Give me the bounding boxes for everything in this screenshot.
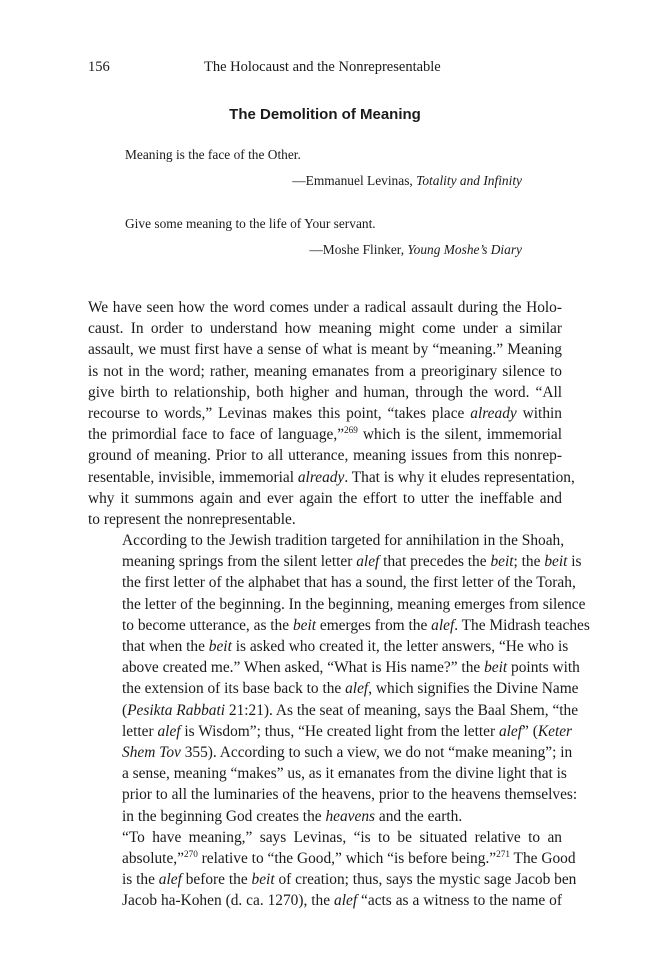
text-line <box>88 509 562 530</box>
text-run: ” ( <box>522 722 538 740</box>
text-run: Jacob ha-Kohen (d. ca. 1270), the <box>122 892 335 910</box>
text-line <box>88 848 576 869</box>
text-run: emerges from the <box>316 616 432 634</box>
epigraph-work: Totality and Infinity <box>416 173 522 188</box>
text-line <box>88 467 575 488</box>
italic-text: beit <box>544 553 568 571</box>
text-line <box>88 382 562 403</box>
epigraph-work: Young Moshe’s Diary <box>407 242 522 257</box>
text-run: above created me.” When asked, “What is His name?” the <box>122 659 485 677</box>
text-line <box>88 572 576 593</box>
epigraph-attribution <box>125 172 522 190</box>
text-run: that when the <box>122 638 209 655</box>
text-run: within <box>516 404 562 422</box>
italic-text: alef <box>431 616 455 634</box>
text-run: points with <box>507 659 580 677</box>
text-line <box>88 763 567 784</box>
text-line <box>88 806 562 827</box>
italic-text: beit <box>251 871 275 889</box>
text-line <box>88 869 577 890</box>
italic-text: alef <box>158 871 182 889</box>
italic-text: Shem Tov <box>122 743 181 761</box>
italic-text: heavens <box>325 807 376 825</box>
text-run: caust. In order to understand how meaning might come under a similar <box>88 320 562 338</box>
italic-text: already <box>470 404 517 422</box>
italic-text: alef <box>334 892 358 910</box>
paragraph <box>88 297 575 530</box>
text-run: ; the <box>513 553 545 571</box>
epigraph-quote: Meaning is the face of the Other. <box>125 147 301 162</box>
footnote-ref: 269 <box>344 425 358 435</box>
text-run: According to the Jewish tradition targeted for annihilation in the Shoah, <box>122 532 565 550</box>
text-run: “To have meaning,” says Levinas, “is to be situated relative to an <box>122 828 562 846</box>
paragraph <box>88 530 590 827</box>
running-title: The Holocaust and the Nonrepresentable <box>204 59 441 75</box>
text-line <box>88 297 562 318</box>
text-line <box>88 827 562 848</box>
epigraph-dash: — <box>309 242 323 257</box>
text-line <box>88 403 562 424</box>
text-line <box>88 488 562 509</box>
text-line <box>88 615 590 636</box>
text-run: “acts as a witness to the name of <box>357 892 563 910</box>
italic-text: beit <box>208 638 232 655</box>
text-line <box>88 424 562 445</box>
text-run: is asked who created it, the letter answers, “He who is <box>231 638 569 655</box>
text-run: to represent the nonrepresentable. <box>88 510 296 528</box>
text-run: resentable, invisible, immemorial <box>88 468 298 486</box>
text-run: relative to “the Good,” which “is before being.” <box>197 849 497 867</box>
footnote-ref: 271 <box>496 848 510 859</box>
epigraph <box>125 146 522 190</box>
text-run: 355). According to such a view, we do not “make meaning”; in <box>180 743 573 761</box>
text-line <box>88 657 580 678</box>
epigraph-quote: Give some meaning to the life of Your servant. <box>125 216 376 231</box>
epigraph-attribution <box>125 241 522 259</box>
italic-text: beit <box>484 659 508 677</box>
text-run: The Good <box>509 849 576 867</box>
text-run: the extension of its base back to the <box>122 680 346 698</box>
text-run: why it summons again and ever again the effort to utter the ineffable and <box>88 489 562 507</box>
text-line <box>88 530 565 551</box>
text-line <box>88 636 569 657</box>
text-line <box>88 339 562 360</box>
text-run: ( <box>122 701 128 719</box>
italic-text: already <box>297 468 345 486</box>
text-run: prior to all the luminaries of the heavens, prior to the heavens themselves: <box>122 786 578 804</box>
text-run: 21:21). As the seat of meaning, says the Baal Shem, “the <box>225 701 579 719</box>
text-run: give birth to relationship, both higher and human, through the word. “All <box>88 383 562 401</box>
text-line <box>88 721 573 742</box>
text-run: and the earth. <box>375 807 463 825</box>
text-run: recourse to words,” Levinas makes this point, “takes place <box>88 404 471 422</box>
epigraph-dash: — <box>292 173 306 188</box>
text-run: meaning springs from the silent letter <box>122 553 357 571</box>
section-title: The Demolition of Meaning <box>229 106 421 123</box>
italic-text: alef <box>345 680 369 698</box>
text-run: the letter of the beginning. In the beginning, meaning emerges from silence <box>122 595 586 613</box>
text-run: to become utterance, as the <box>122 616 293 634</box>
page-number: 156 <box>88 59 110 75</box>
text-line <box>88 700 579 721</box>
text-line <box>88 742 573 763</box>
text-run: absolute,” <box>122 849 184 867</box>
text-run: is Wisdom”; thus, “He created light from the letter <box>180 722 499 740</box>
text-run: which is the silent, immemorial <box>357 426 562 444</box>
italic-text: Pesikta Rabbati <box>127 701 226 719</box>
text-line <box>88 551 582 572</box>
text-line <box>88 318 562 339</box>
text-run: that precedes the <box>379 553 491 571</box>
text-run: the primordial face to face of language,” <box>88 426 345 444</box>
text-run: letter <box>122 722 158 740</box>
italic-text: alef <box>498 722 523 740</box>
italic-text: Keter <box>537 722 573 740</box>
text-run: of creation; thus, says the mystic sage Jacob ben <box>274 871 577 889</box>
italic-text: beit <box>490 553 514 571</box>
text-line <box>88 445 562 466</box>
text-run: . That is why it eludes representation, <box>344 468 575 486</box>
footnote-ref: 270 <box>183 848 198 859</box>
text-line <box>88 678 579 699</box>
text-line <box>88 784 578 805</box>
text-run: We have seen how the word comes under a radical assault during the Holo- <box>88 299 562 316</box>
text-run: in the beginning God creates the <box>122 807 326 825</box>
text-run: ground of meaning. Prior to all utterance, meaning issues from this nonrep- <box>88 447 562 465</box>
text-run: , which signifies the Divine Name <box>368 680 579 698</box>
italic-text: alef <box>356 553 380 571</box>
text-run: before the <box>181 871 252 889</box>
text-run: assault, we must first have a sense of what is meant by “meaning.” Meaning <box>88 341 562 359</box>
text-run: is <box>567 553 582 571</box>
epigraph-author: Emmanuel Levinas, <box>305 173 417 188</box>
epigraph-author: Moshe Flinker, <box>322 242 408 257</box>
epigraph <box>125 215 522 259</box>
text-run: . The Midrash teaches <box>454 616 590 634</box>
body-text <box>88 297 590 911</box>
paragraph <box>88 827 577 912</box>
text-line <box>88 361 562 382</box>
text-run: the first letter of the alphabet that has a sound, the first letter of the Torah, <box>122 574 576 592</box>
italic-text: alef <box>157 722 181 740</box>
text-run: is the <box>122 871 159 889</box>
text-line <box>88 890 562 911</box>
text-run: a sense, meaning “makes” us, as it emanates from the divine light that is <box>122 765 567 783</box>
text-line <box>88 594 586 615</box>
italic-text: beit <box>292 616 317 634</box>
text-run: is not in the word; rather, meaning emanates from a preoriginary silence to <box>88 362 562 380</box>
